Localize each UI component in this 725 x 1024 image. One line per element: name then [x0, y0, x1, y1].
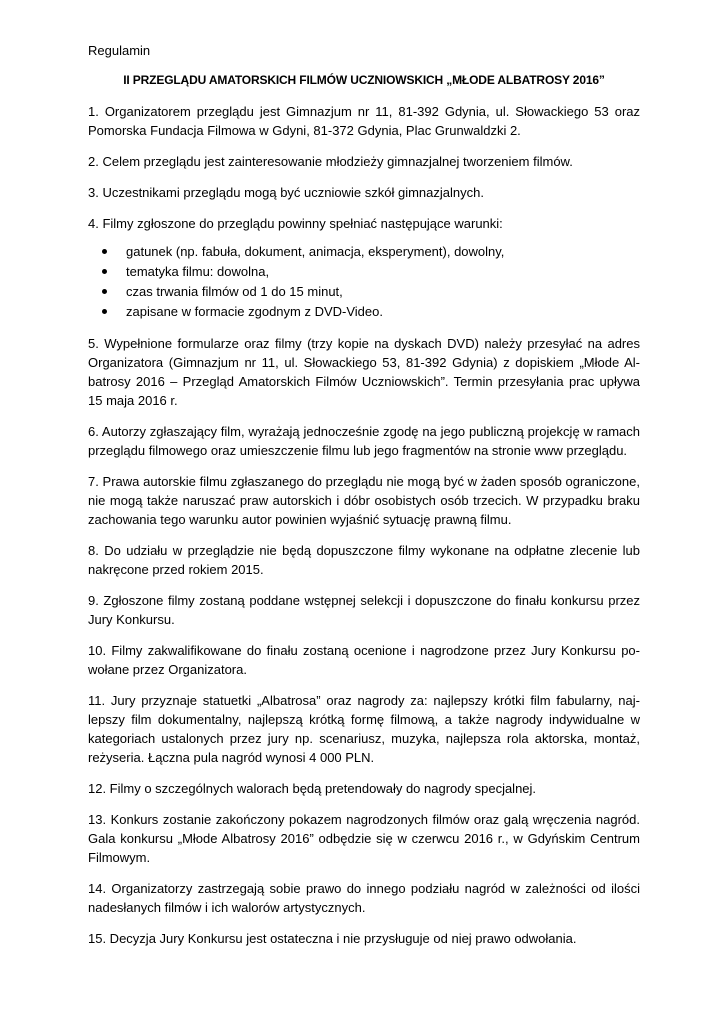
- condition-text: zapisane w formacie zgodnym z DVD-Video.: [126, 304, 383, 319]
- paragraph-2: 2. Celem przeglądu jest zainteresowanie młodzieży gimnazjalnej tworzeniem filmów.: [88, 154, 573, 169]
- paragraph-4: 4. Filmy zgłoszone do przeglądu powinny spełniać następujące warunki:: [88, 216, 503, 231]
- condition-item: [102, 282, 640, 302]
- bullet-icon: [102, 269, 107, 274]
- paragraph-1: 1. Organizatorem przeglądu jest Gimnazjum nr 11, 81-392 Gdynia, ul. Słowackiego 53 oraz Pomorska Fundacja Filmowa w Gdyni, 81-372 Gdynia, Plac Grunwaldzki 2.: [88, 104, 640, 138]
- condition-item: [102, 302, 640, 322]
- bullet-icon: [102, 309, 107, 314]
- paragraph-13: 13. Konkurs zostanie zakończony pokazem nagrodzonych filmów oraz galą wręczenia nagród. Gala konkursu „Młode Albatrosy 2016” odbędzie się w czerwcu 2016 r., w Gdyńskim Centrum Filmowym.: [88, 812, 640, 865]
- paragraph-15: 15. Decyzja Jury Konkursu jest ostateczna i nie przysługuje od niej prawo odwołania.: [88, 931, 577, 946]
- paragraph-7: 7. Prawa autorskie filmu zgłaszanego do przeglądu nie mogą być w żaden sposób ograniczone, nie mogą także naruszać praw autorskich i dóbr osobistych osób trzecich. W przypadku braku zachowania tego warunku autor powinien wyjaśnić sytuację prawną filmu.: [88, 474, 640, 527]
- condition-text: gatunek (np. fabuła, dokument, animacja, eksperyment), dowolny,: [126, 244, 505, 259]
- paragraph-9: 9. Zgłoszone filmy zostaną poddane wstępnej selekcji i dopuszczone do finału konkursu przez Jury Konkursu.: [88, 593, 640, 627]
- paragraph-3: 3. Uczestnikami przeglądu mogą być uczniowie szkół gimnazjalnych.: [88, 185, 484, 200]
- condition-item: [102, 242, 640, 262]
- paragraph-6: 6. Autorzy zgłaszający film, wyrażają jednocześnie zgodę na jego publiczną projekcję w ramach przeglądu filmowego oraz umieszczenie filmu lub jego fragmentów na stronie www przeglądu.: [88, 424, 640, 458]
- document-title: II PRZEGLĄDU AMATORSKICH FILMÓW UCZNIOWSKICH „MŁODE ALBATROSY 2016”: [123, 73, 605, 87]
- condition-item: [102, 262, 640, 282]
- condition-text: tematyka filmu: dowolna,: [126, 264, 270, 279]
- paragraph-12: 12. Filmy o szczególnych walorach będą pretendowały do nagrody specjalnej.: [88, 781, 537, 796]
- document-page: [88, 41, 640, 960]
- conditions-list: [88, 242, 640, 322]
- condition-text: czas trwania filmów od 1 do 15 minut,: [126, 284, 343, 299]
- paragraph-11: 11. Jury przyznaje statuetki „Albatrosa” oraz nagrody za: najlepszy krótki film fabularny, najlepszy film dokumentalny, najlepszą krótką formę filmową, a także nagrody indywidualne w kategoriach ustalonych przez jury np. scenariusz, muzyka, najlepsza rola aktorska, montaż, reżyseria. Łączna pula nagród wynosi 4 000 PLN.: [88, 693, 640, 765]
- document-label: Regulamin: [88, 43, 151, 58]
- bullet-icon: [102, 249, 107, 254]
- paragraph-8: 8. Do udziału w przeglądzie nie będą dopuszczone filmy wykonane na odpłatne zlecenie lub nakręcone przed rokiem 2015.: [88, 543, 640, 577]
- paragraph-5: 5. Wypełnione formularze oraz filmy (trzy kopie na dyskach DVD) należy przesyłać na adres Organizatora (Gimnazjum nr 11, ul. Słowackiego 53, 81-392 Gdynia) z dopiskiem „Młode Albatrosy 2016 – Przegląd Amatorskich Filmów Uczniowskich”. Termin przesyłania prac upływa 15 maja 2016 r.: [88, 336, 640, 408]
- paragraph-10: 10. Filmy zakwalifikowane do finału zostaną ocenione i nagrodzone przez Jury Konkursu powołane przez Organizatora.: [88, 643, 640, 677]
- bullet-icon: [102, 289, 107, 294]
- paragraph-14: 14. Organizatorzy zastrzegają sobie prawo do innego podziału nagród w zależności od ilości nadesłanych filmów i ich walorów artystycznych.: [88, 881, 640, 915]
